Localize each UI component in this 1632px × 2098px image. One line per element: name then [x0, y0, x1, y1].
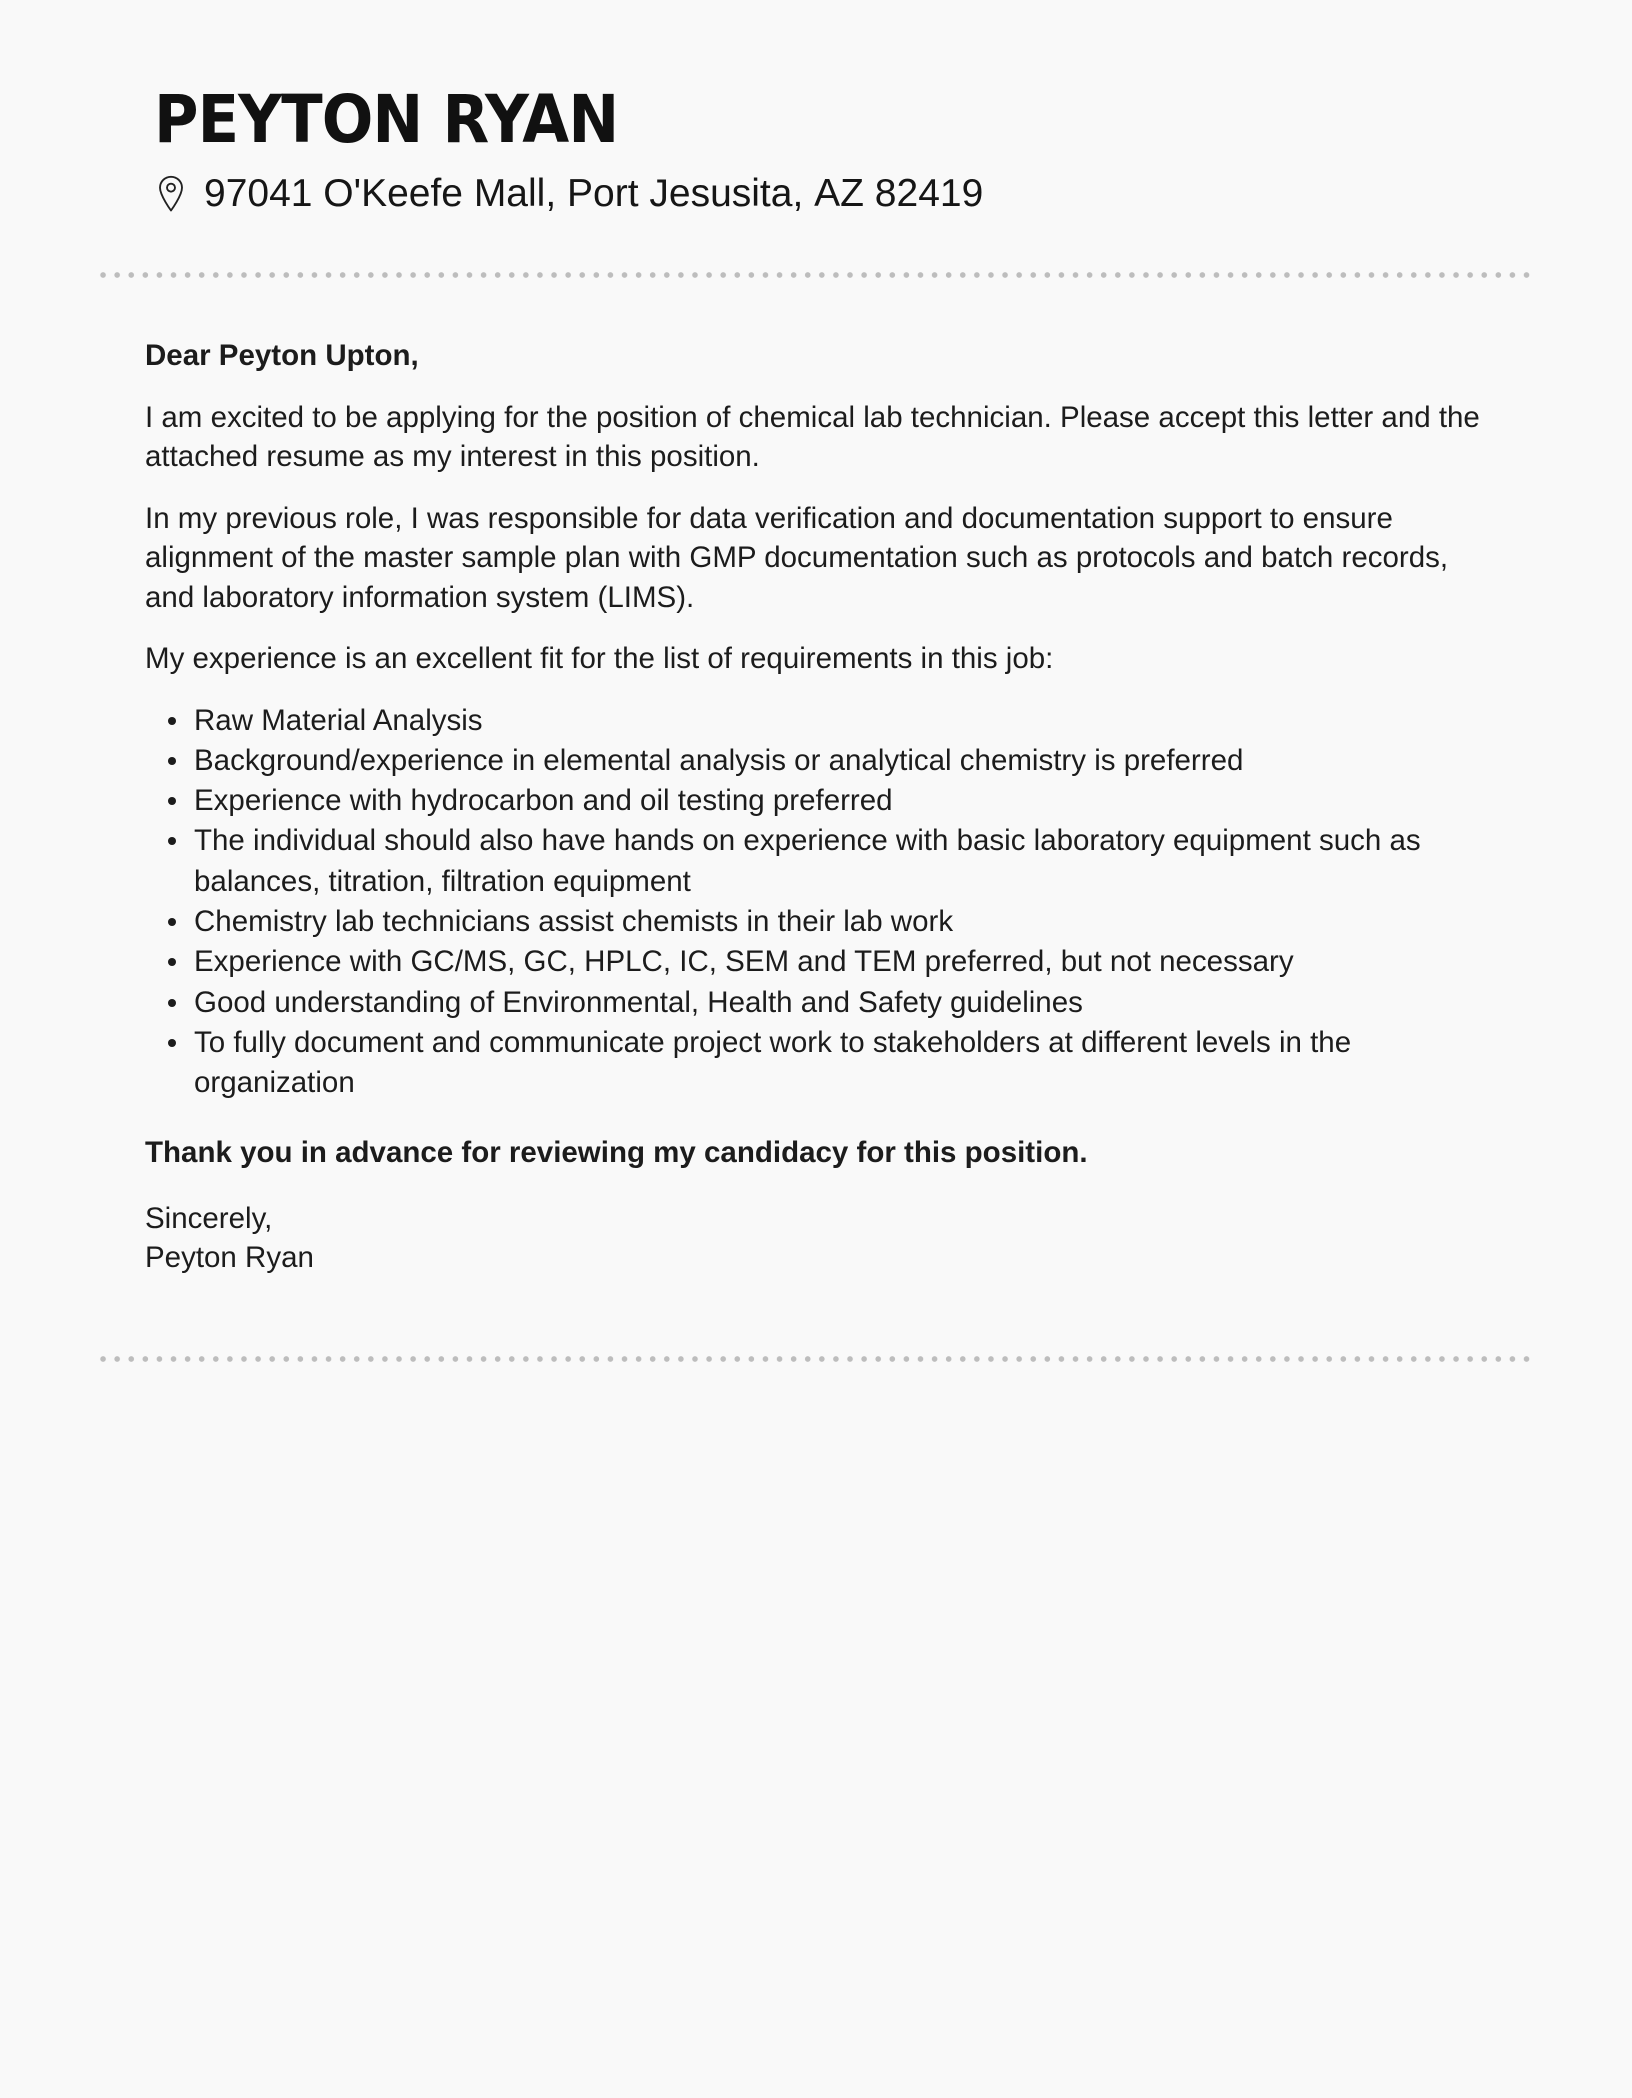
letter-greeting: Dear Peyton Upton, [145, 339, 419, 372]
letter-signoff [145, 1199, 1495, 1278]
list-item: To fully document and communicate project work to stakeholders at different levels in the organization [194, 1023, 1495, 1104]
list-item: The individual should also have hands on experience with basic laboratory equipment such as balances, titration, filtration equipment [194, 821, 1495, 902]
signature-name: Peyton Ryan [145, 1241, 314, 1275]
letter-body [145, 336, 1495, 1278]
applicant-name: PEYTON RYAN [154, 81, 619, 158]
list-item: Background/experience in elemental analysis or analytical chemistry is preferred [194, 741, 1495, 781]
dotted-divider-top [96, 272, 1536, 278]
address-separator: , [792, 172, 804, 215]
letter-paragraph-fit: My experience is an excellent fit for the list of requirements in this job: [145, 642, 1054, 675]
dotted-divider-bottom [96, 1356, 1536, 1362]
signoff-text: Sincerely, [145, 1201, 273, 1235]
requirements-list [145, 701, 1495, 1104]
map-pin-icon [156, 174, 186, 214]
letter-paragraph-intro: I am excited to be applying for the position of chemical lab technician. Please accept this letter and the attached resume as my interest in this position. [145, 400, 1480, 473]
list-item: Experience with hydrocarbon and oil testing preferred [194, 781, 1495, 821]
address-street: 97041 O'Keefe Mall [204, 172, 546, 215]
list-item: Good understanding of Environmental, Health and Safety guidelines [194, 983, 1495, 1023]
letter-paragraph-experience: In my previous role, I was responsible for data verification and documentation support to ensure alignment of the master sample plan with GMP documentation such as protocols and batch records, and laboratory information system (LIMS). [145, 501, 1449, 614]
address-state-zip: AZ 82419 [814, 172, 984, 215]
applicant-address [154, 168, 1514, 220]
list-item: Raw Material Analysis [194, 701, 1495, 741]
list-item: Chemistry lab technicians assist chemists in their lab work [194, 902, 1495, 942]
address-city: Port Jesusita [567, 172, 793, 215]
address-separator: , [545, 172, 557, 215]
list-item: Experience with GC/MS, GC, HPLC, IC, SEM and TEM preferred, but not necessary [194, 942, 1495, 982]
letter-closing: Thank you in advance for reviewing my candidacy for this position. [145, 1136, 1088, 1170]
letter-header [154, 78, 1514, 220]
